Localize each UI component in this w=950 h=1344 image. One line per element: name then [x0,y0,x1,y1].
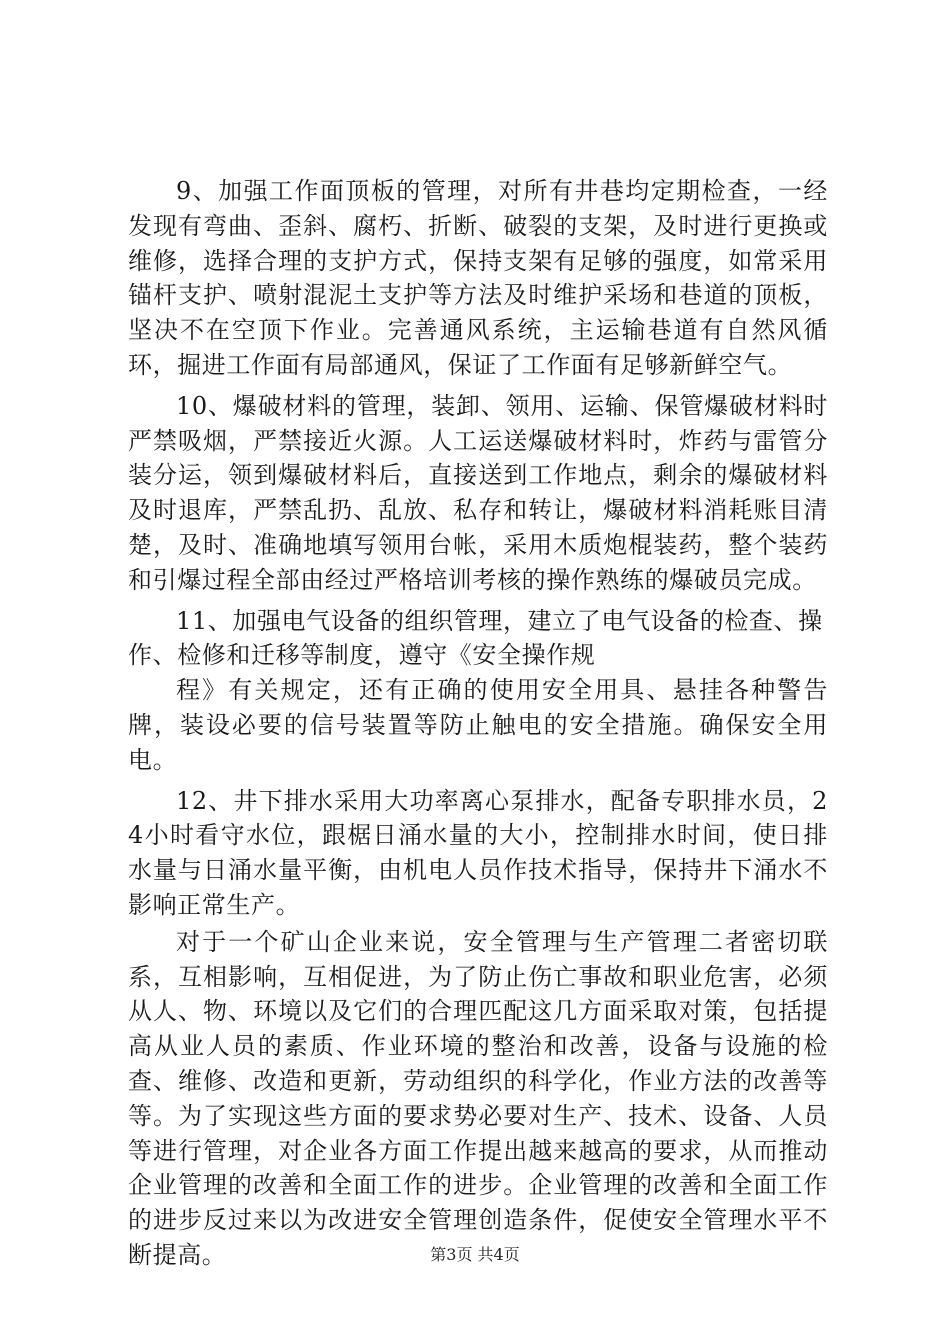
document-body [128,174,828,1273]
paragraph-blasting-materials: 10、爆破材料的管理，装卸、领用、运输、保管爆破材料时严禁吸烟，严禁接近火源。人工运送爆破材料时，炸药与雷管分装分运，领到爆破材料后，直接送到工作地点，剩余的爆破材料及时退库，严禁乱扔、乱放、私存和转让，爆破材料消耗账目清楚，及时、准确地填写领用台帐，采用木质炮棍装药，整个装药和引爆过程全部由经过严格培训考核的操作熟练的爆破员完成。 [128,391,828,594]
page-number-footer: 第3页 共4页 [430,1245,520,1264]
paragraph-roof-management: 9、加强工作面顶板的管理，对所有井巷均定期检查，一经发现有弯曲、歪斜、腐朽、折断、破裂的支架，及时进行更换或维修，选择合理的支护方式，保持支架有足够的强度，如常采用锚杆支护、喷射混泥土支护等方法及时维护采场和巷道的顶板，坚决不在空顶下作业。完善通风系统，主运输巷道有自然风循环，掘进工作面有局部通风，保证了工作面有足够新鲜空气。 [128,177,828,379]
paragraph-electrical-equipment: 11、加强电气设备的组织管理，建立了电气设备的检查、操作、检修和迁移等制度，遵守《安全操作规 [128,606,823,670]
paragraph-drainage: 12、井下排水采用大功率离心泵排水，配备专职排水员，24小时看守水位，跟椐日涌水量的大小，控制排水时间，使日排水量与日涌水量平衡，由机电人员作技术指导，保持井下涌水不影响正常生产。 [128,786,828,919]
paragraph-conclusion: 对于一个矿山企业来说，安全管理与生产管理二者密切联系，互相影响，互相促进，为了防止伤亡事故和职业危害，必须从人、物、环境以及它们的合理匹配这几方面采取对策，包括提高从业人员的素质、作业环境的整治和改善，设备与设施的检查、维修、改造和更新，劳动组织的科学化，作业方法的改善等等。为了实现这些方面的要求势必要对生产、技术、设备、人员等进行管理，对企业各方面工作提出越来越高的要求，从而推动企业管理的改善和全面工作的进步。企业管理的改善和全面工作的进步反过来以为改进安全管理创造条件，促使安全管理水平不断提高。 [128,927,828,1269]
paragraph-electrical-safety: 程》有关规定，还有正确的使用安全用具、悬挂各种警告牌，装设必要的信号装置等防止触电的安全措施。确保安全用电。 [128,676,828,774]
